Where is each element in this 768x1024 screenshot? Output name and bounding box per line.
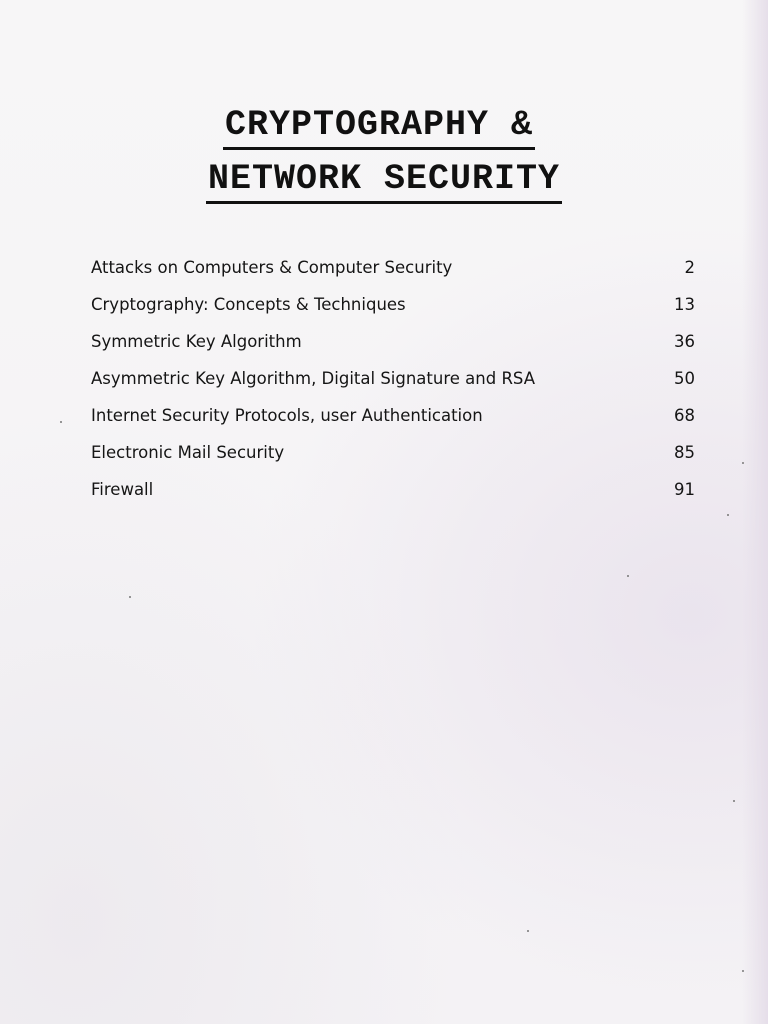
page-title [0,105,768,204]
toc-entry-page: 91 [674,480,695,499]
toc-entry [91,369,695,406]
toc-entry-title: Electronic Mail Security [91,443,285,462]
toc-entry [91,295,695,332]
title-line-2: NETWORK SECURITY [206,162,562,204]
toc-entry [91,258,695,295]
paper-speck [60,421,62,423]
paper-speck [742,462,744,464]
toc-entry [91,480,695,517]
paper-speck [527,930,529,932]
toc-entry [91,443,695,480]
toc-entry-title: Internet Security Protocols, user Authentication [91,406,483,425]
table-of-contents [91,258,695,517]
toc-entry-title: Firewall [91,480,154,499]
toc-entry [91,406,695,443]
toc-entry-title: Cryptography: Concepts & Techniques [91,295,406,314]
toc-entry-page: 85 [674,443,695,462]
paper-speck [129,596,131,598]
toc-entry-page: 68 [674,406,695,425]
toc-entry-page: 36 [674,332,695,351]
toc-entry-title: Asymmetric Key Algorithm, Digital Signature and RSA [91,369,535,388]
toc-entry-page: 13 [674,295,695,314]
paper-speck [627,575,629,577]
paper-speck [727,514,729,516]
toc-entry-page: 2 [684,258,695,277]
toc-entry [91,332,695,369]
toc-entry-page: 50 [674,369,695,388]
toc-entry-title: Symmetric Key Algorithm [91,332,302,351]
paper-speck [733,800,735,802]
title-line-1: CRYPTOGRAPHY & [223,108,535,150]
paper-speck [742,970,744,972]
toc-entry-title: Attacks on Computers & Computer Security [91,258,453,277]
